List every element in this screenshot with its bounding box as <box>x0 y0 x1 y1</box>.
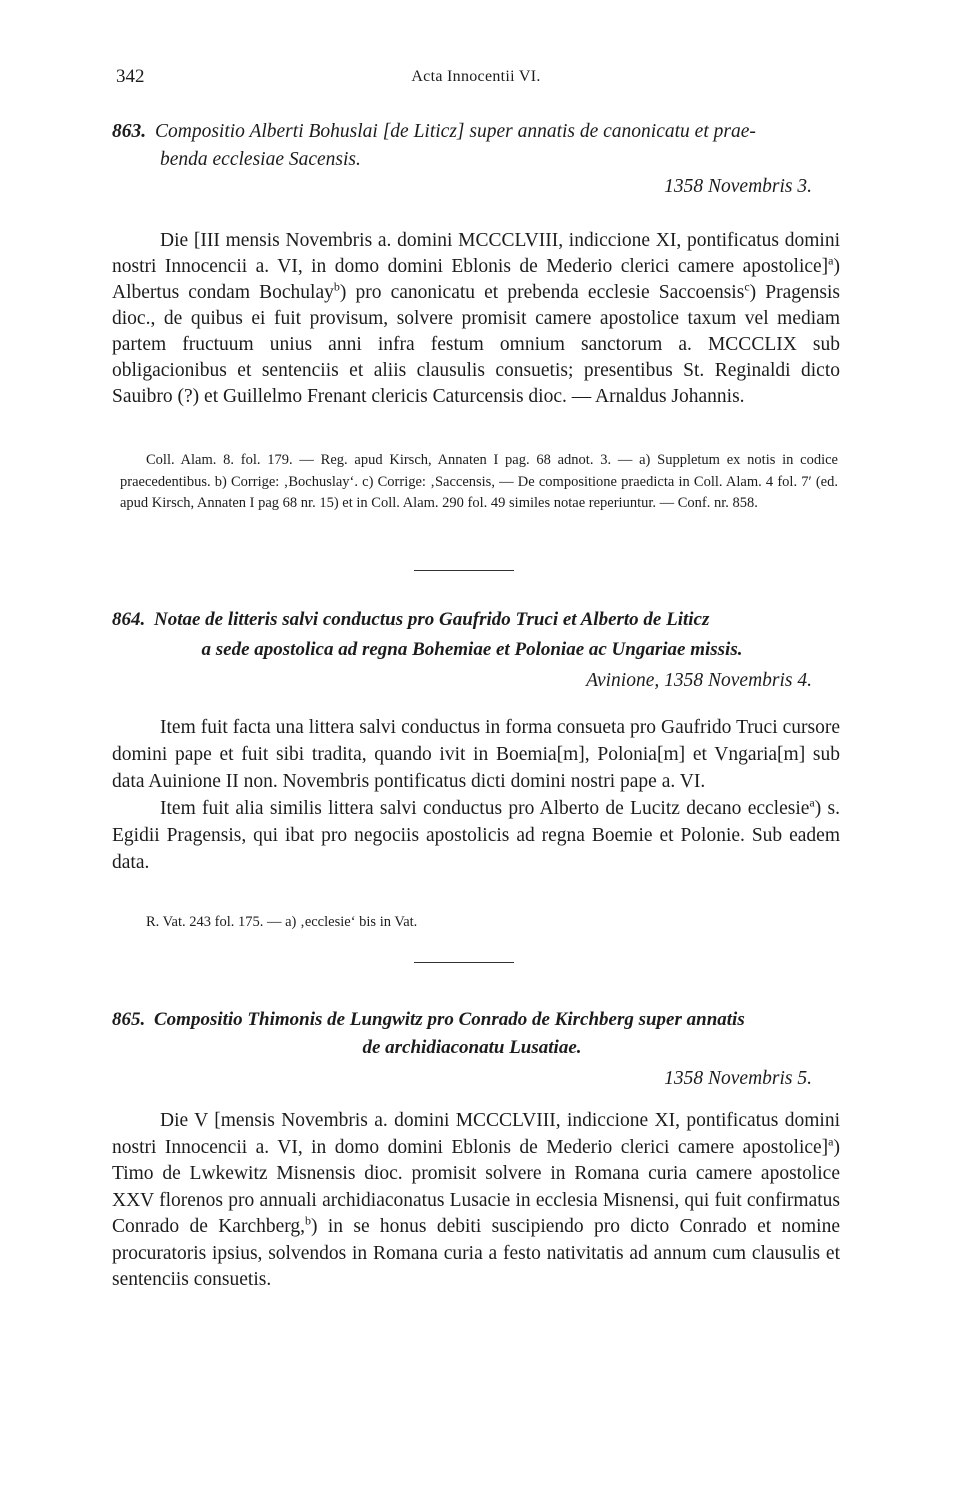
entry-863-paragraph <box>112 228 840 410</box>
entry-865-body <box>112 1108 840 1294</box>
entry-864-title-line2: a sede apostolica ad regna Bohemiae et Poloniae ac Ungariae missis. <box>201 639 743 660</box>
separator-rule <box>414 962 514 963</box>
footnote-mark-a: a <box>828 253 834 268</box>
entry-865-number: 865. <box>112 1009 146 1030</box>
entry-865-text-1: Die V [mensis Novembris a. domini MCCCLVIII, indiccione XI, pontificatus domini nostri Innocencii a. VI, in domo domini Eblonis de Mederio clerici camere apostolice] <box>112 1110 840 1158</box>
entry-863-text-3: ) pro canonicatu et prebenda ecclesie Saccoensis <box>339 282 745 303</box>
entry-864-notes <box>120 912 838 934</box>
running-title: Acta Innocentii VI. <box>411 68 541 85</box>
entry-863-title-line1: Compositio Alberti Bohuslai [de Liticz] super annatis de canonicatu et prae- <box>155 121 756 142</box>
entry-864-paragraph-2 <box>112 795 840 876</box>
entry-865-paragraph <box>112 1108 840 1294</box>
entry-864-date: Avinione, 1358 Novembris 4. <box>586 670 812 691</box>
entry-864-number: 864. <box>112 609 146 630</box>
entry-864-text-2: ) s. Egidii Pragensis, qui ibat pro negociis apostolicis ad regna Boemie et Polonie. Sub eadem data. <box>112 798 840 873</box>
entry-865-title <box>112 1006 842 1034</box>
entry-863-title <box>112 118 842 146</box>
entry-865-text-3: ) in se honus debiti suscipiendo pro dicto Conrado et nomine procuratoris ipsius, solvendos in Romana curia a festo nativitatis ad annum cum clausulis et sentenciis consuetis. <box>112 1216 840 1290</box>
entry-863-number: 863. <box>112 121 147 142</box>
entry-863-notes <box>120 450 838 515</box>
footnote-mark-a: a <box>828 1134 834 1148</box>
entry-865-title-line2: de archidiaconatu Lusatiae. <box>362 1037 582 1058</box>
entry-863-date: 1358 Novembris 3. <box>664 176 812 197</box>
entry-863-text-4: ) Pragensis dioc., de quibus ei fuit provisum, solvere promisit camere apostolice taxum vel mediam partem fructuum unius anni infra festum omnium sanctorum a. MCCCLIX sub obligacionibus et sentenciis et aliis clausulis consuetis; presentibus St. Reginaldi dicto Sauibro (?) et Guillelmo Frenant clericis Caturcensis dioc. — Arnaldus Johannis. <box>112 282 840 407</box>
entry-863-text-2: ) Albertus condam Bochulay <box>112 256 840 303</box>
entry-865-text-2: ) Timo de Lwkewitz Misnensis dioc. promisit solvere in Romana curia camere apostolice XXV florenos pro annuali archidiaconatus Lusacie in ecclesia Misnensi, qui fuit confirmatus Conrado de Karchberg, <box>112 1136 840 1237</box>
page-header <box>116 66 836 96</box>
entry-864-text-1: Item fuit alia similis littera salvi conductus pro Alberto de Lucitz decano ecclesie <box>160 798 810 819</box>
footnote-mark-c: c <box>744 279 750 294</box>
footnote-mark-a: a <box>809 795 815 810</box>
entry-864-paragraph-1: Item fuit facta una littera salvi conductus in forma consueta pro Gaufrido Truci cursore domini pape et fuit sibi tradita, quando ivit in Boemia[m], Polonia[m] et Vngaria[m] sub data Auinione II non. Novembris pontificatus dicti domini nostri pape a. VI. <box>112 717 840 792</box>
entry-863-text-1: Die [III mensis Novembris a. domini MCCCLVIII, indiccione XI, pontificatus domini nostri Innocencii a. VI, in domo domini Eblonis de Mederio clerici camere apostolice] <box>112 230 840 277</box>
footnote-mark-b: b <box>305 1213 312 1228</box>
entry-864-title <box>112 606 842 634</box>
entry-863-notes-text: Coll. Alam. 8. fol. 179. — Reg. apud Kirsch, Annaten I pag. 68 adnot. 3. — a) Suppletum ex notis in codice praecedentibus. b) Corrige: ‚Bochuslay‘. c) Corrige: ‚Saccensis, — De compositione praedicta in Coll. Alam. 4 fol. 7′ (ed. apud Kirsch, Annaten I pag 68 nr. 15) et in Coll. Alam. 290 fol. 49 similes notae reperiuntur. — Conf. nr. 858. <box>120 452 838 511</box>
entry-865-title-line1: Compositio Thimonis de Lungwitz pro Conrado de Kirchberg super annatis <box>154 1009 745 1030</box>
entry-864-title-line1: Notae de litteris salvi conductus pro Gaufrido Truci et Alberto de Liticz <box>154 609 710 630</box>
entry-865-date: 1358 Novembris 5. <box>664 1068 812 1089</box>
entry-863-body <box>112 228 840 410</box>
entry-863-title-line2: benda ecclesiae Sacensis. <box>160 149 361 170</box>
entry-864-body <box>112 714 840 876</box>
footnote-mark-b: b <box>333 279 340 294</box>
entry-864-notes-text: R. Vat. 243 fol. 175. — a) ‚ecclesie‘ bis in Vat. <box>146 914 418 930</box>
separator-rule <box>414 570 514 571</box>
page-number: 342 <box>116 66 145 87</box>
